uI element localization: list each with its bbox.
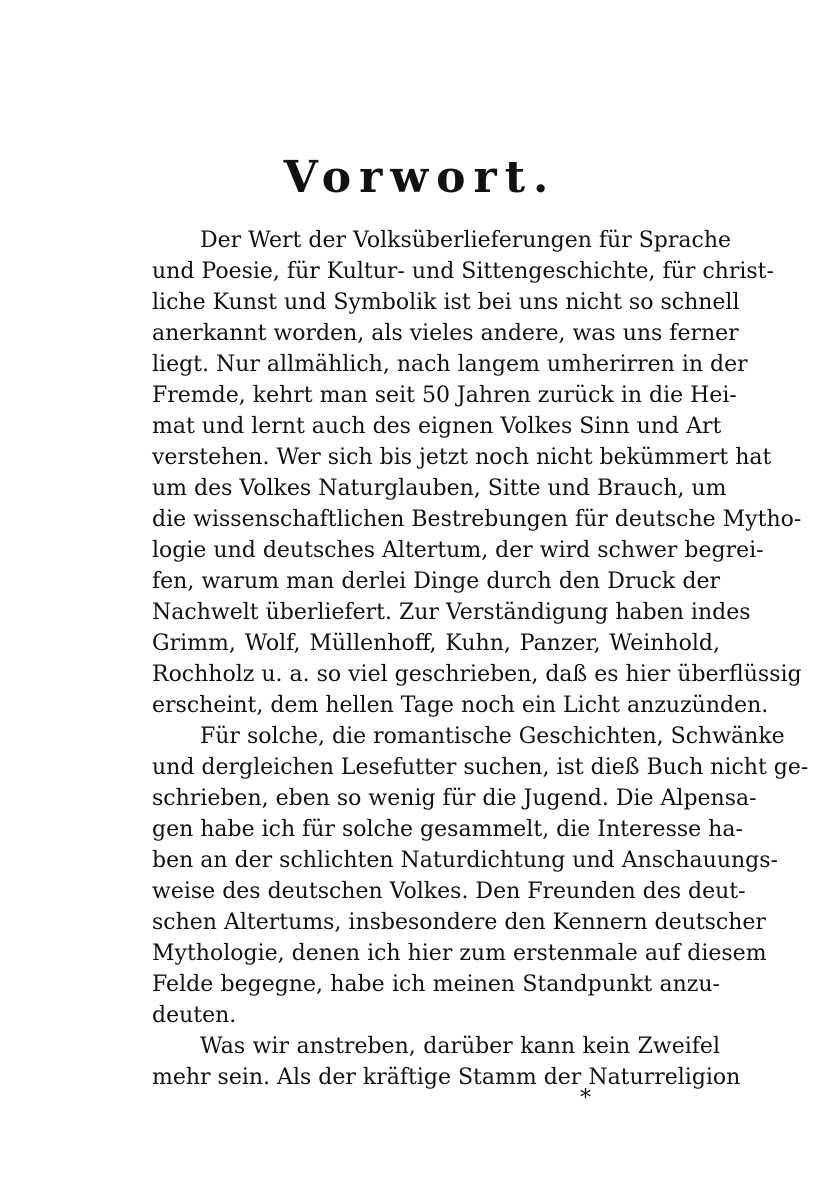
text-line: mehr sein. Als der kräftige Stamm der Naturreligion xyxy=(152,1065,741,1090)
text-line: liegt. Nur allmählich, nach langem umherirren in der xyxy=(152,352,748,377)
text-line: erscheint, dem hellen Tage noch ein Licht anzuzünden. xyxy=(152,693,769,718)
text-line: gen habe ich für solche gesammelt, die Interesse ha- xyxy=(152,817,743,842)
text-line: weise des deutschen Volkes. Den Freunden des deut- xyxy=(152,879,746,904)
text-line: anerkannt worden, als vieles andere, was uns ferner xyxy=(152,321,739,346)
text-line: fen, warum man derlei Dinge durch den Druck der xyxy=(152,569,720,594)
text-line: ben an der schlichten Naturdichtung und Anschauungs- xyxy=(152,848,778,873)
text-line: Fremde, kehrt man seit 50 Jahren zurück in die Hei- xyxy=(152,383,737,408)
text-line: schen Altertums, insbesondere den Kennern deutscher xyxy=(152,910,766,935)
text-line: schrieben, eben so wenig für die Jugend. Die Alpensa- xyxy=(152,786,757,811)
signature-mark: * xyxy=(580,1086,591,1111)
text-line: und Poesie, für Kultur- und Sittengeschichte, für christ- xyxy=(152,259,774,284)
text-line: Nachwelt überliefert. Zur Verständigung haben indes xyxy=(152,600,751,625)
text-line: die wissenschaftlichen Bestrebungen für deutsche Mytho- xyxy=(152,507,802,532)
text-line: mat und lernt auch des eignen Volkes Sinn und Art xyxy=(152,414,722,439)
page-title: Vorwort. xyxy=(283,152,557,203)
text-line: und dergleichen Lesefutter suchen, ist dieß Buch nicht ge- xyxy=(152,755,809,780)
text-line: Grimm, Wolf, Müllenhoff, Kuhn, Panzer, Weinhold, xyxy=(152,631,720,656)
text-line: logie und deutsches Altertum, der wird schwer begrei- xyxy=(152,538,764,563)
text-line: deuten. xyxy=(152,1003,237,1028)
text-line: liche Kunst und Symbolik ist bei uns nicht so schnell xyxy=(152,290,740,315)
text-line: Rochholz u. a. so viel geschrieben, daß es hier überflüssig xyxy=(152,662,802,687)
text-line: Für solche, die romantische Geschichten, Schwänke xyxy=(200,724,785,749)
text-line: Der Wert der Volksüberlieferungen für Sprache xyxy=(200,228,732,253)
text-line: Was wir anstreben, darüber kann kein Zweifel xyxy=(200,1034,720,1059)
text-line: Mythologie, denen ich hier zum erstenmale auf diesem xyxy=(152,941,767,966)
text-line: Felde begegne, habe ich meinen Standpunkt anzu- xyxy=(152,972,720,997)
text-line: verstehen. Wer sich bis jetzt noch nicht bekümmert hat xyxy=(152,445,772,470)
text-line: um des Volkes Naturglauben, Sitte und Brauch, um xyxy=(152,476,727,501)
